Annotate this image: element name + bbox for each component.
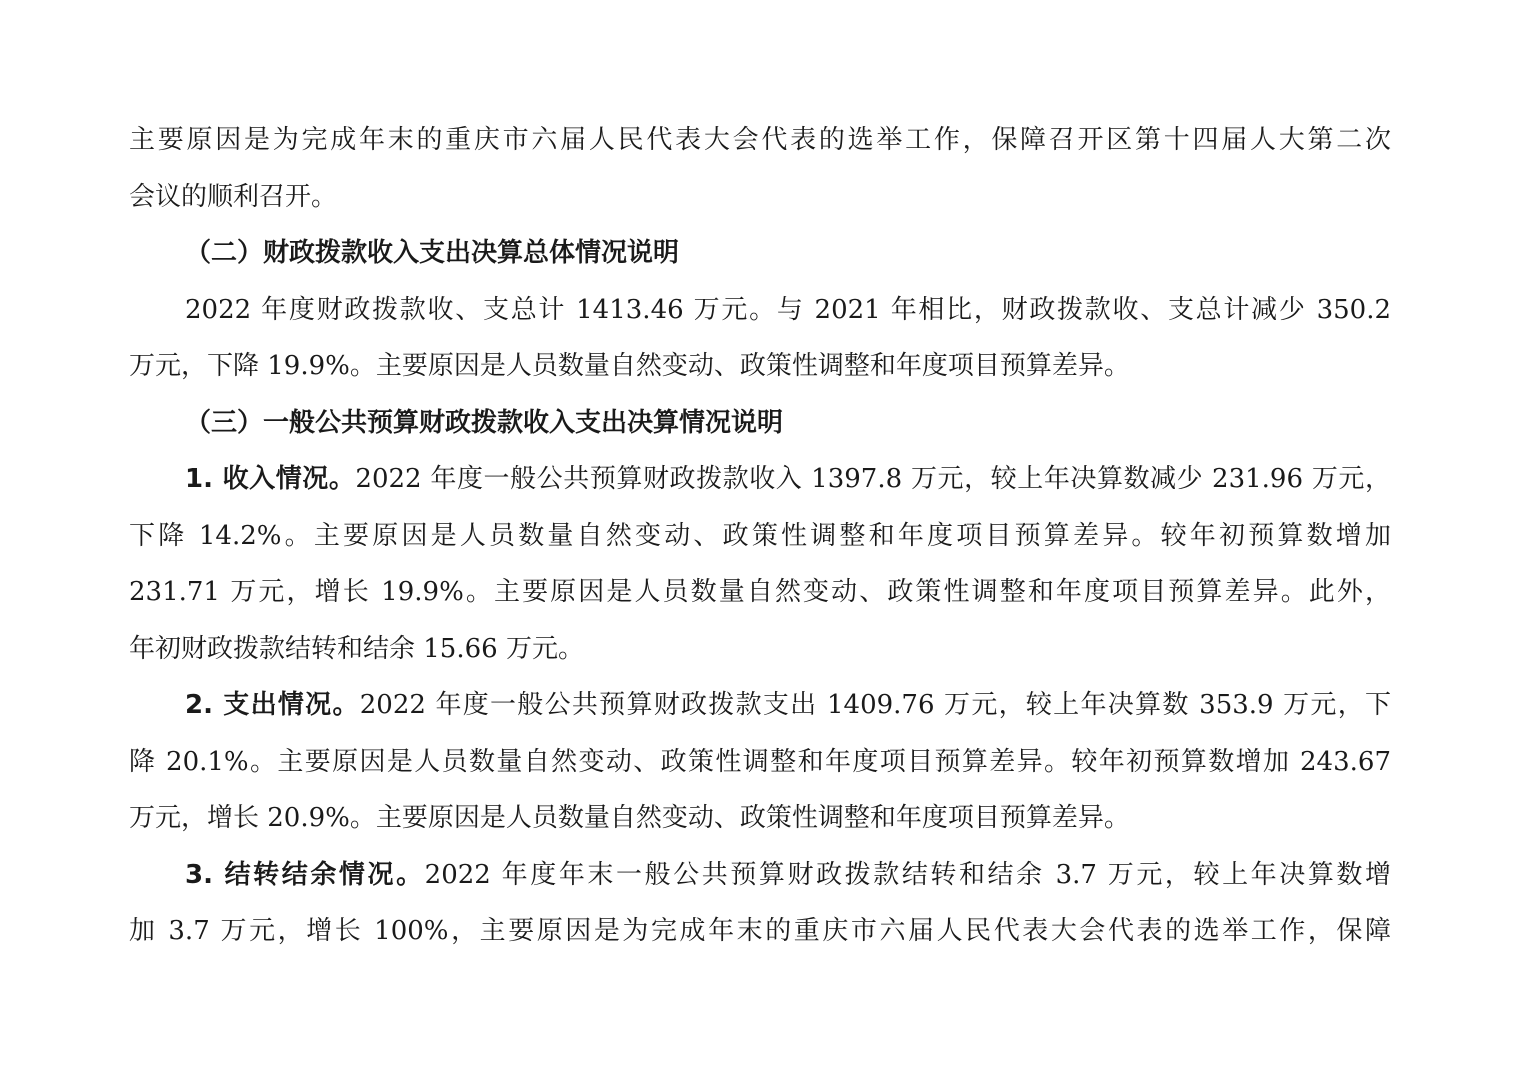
document-page — [129, 112, 1391, 960]
paragraph-line: 万元，下降 19.9%。主要原因是人员数量自然变动、政策性调整和年度项目预算差异。 — [129, 351, 1130, 381]
paragraph-line: 年初财政拨款结转和结余 15.66 万元。 — [129, 633, 584, 664]
paragraph-line: 主要原因是为完成年末的重庆市六届人民代表大会代表的选举工作，保障召开区第十四届人大第二次 — [129, 125, 1391, 155]
paragraph-line: 下降 14.2%。主要原因是人员数量自然变动、政策性调整和年度项目预算差异。较年初预算数增加 — [129, 520, 1391, 551]
item-lead: 2. 支出情况。 — [185, 690, 360, 720]
paragraph-line — [129, 451, 1391, 508]
paragraph-line: 万元，增长 20.9%。主要原因是人员数量自然变动、政策性调整和年度项目预算差异。 — [129, 803, 1130, 833]
item-lead: 3. 结转结余情况。 — [185, 859, 425, 890]
item-lead: 1. 收入情况。 — [185, 464, 356, 494]
paragraph-text: 2022 年度一般公共预算财政拨款收入 1397.8 万元，较上年决算数减少 231.96 万元， — [355, 464, 1391, 494]
paragraph-line: 2022 年度财政拨款收、支总计 1413.46 万元。与 2021 年相比，财政拨款收、支总计减少 350.2 — [185, 294, 1391, 325]
paragraph-line — [129, 677, 1391, 734]
paragraph-line: 降 20.1%。主要原因是人员数量自然变动、政策性调整和年度项目预算差异。较年初预算数增加 243.67 — [129, 746, 1391, 777]
paragraph-line: 会议的顺利召开。 — [129, 181, 338, 212]
paragraph-text: 2022 年度年末一般公共预算财政拨款结转和结余 3.7 万元，较上年决算数增 — [424, 859, 1391, 890]
paragraph-line: 231.71 万元，增长 19.9%。主要原因是人员数量自然变动、政策性调整和年度项目预算差异。此外， — [129, 577, 1391, 607]
section-heading: （三）一般公共预算财政拨款收入支出决算情况说明 — [185, 407, 784, 438]
section-heading: （二）财政拨款收入支出决算总体情况说明 — [185, 238, 680, 268]
paragraph-line — [129, 847, 1391, 904]
paragraph-line: 加 3.7 万元，增长 100%，主要原因是为完成年末的重庆市六届人民代表大会代表的选举工作，保障 — [129, 916, 1391, 946]
paragraph-text: 2022 年度一般公共预算财政拨款支出 1409.76 万元，较上年决算数 353.9 万元，下 — [359, 690, 1391, 720]
